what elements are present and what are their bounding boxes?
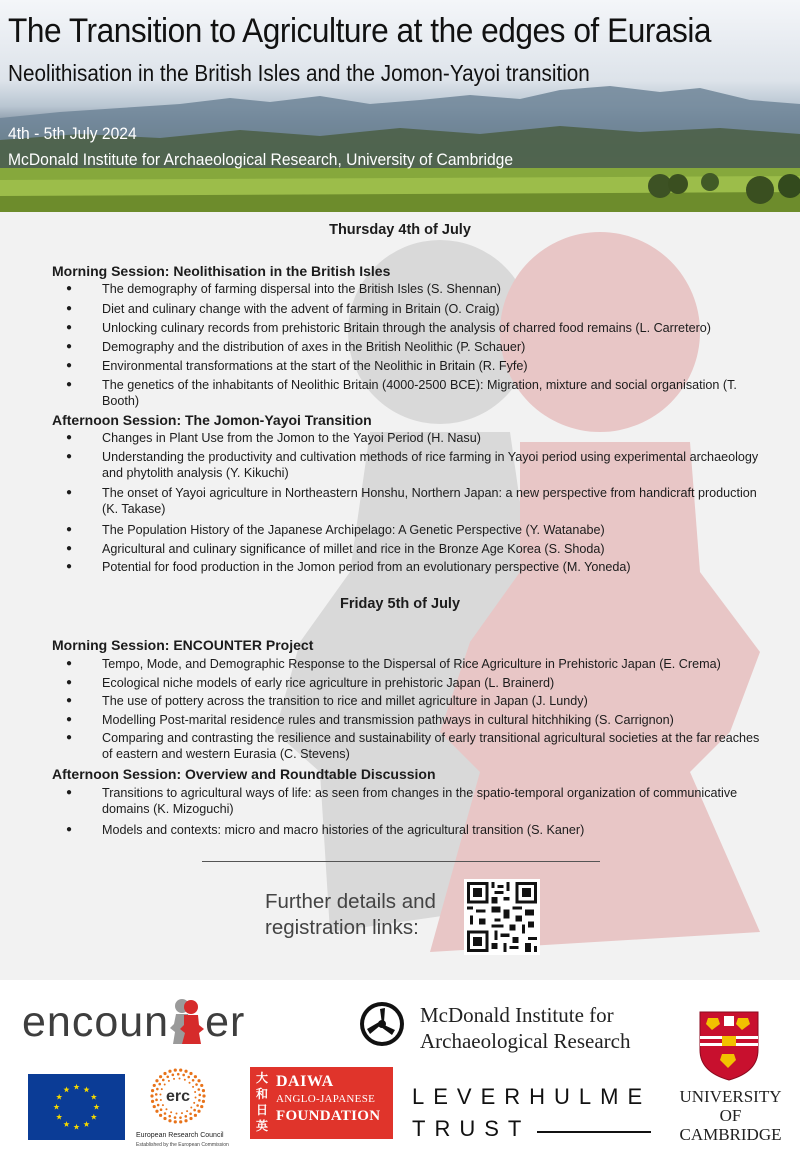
bullet-icon: ● [66,341,73,352]
session-heading-friday-afternoon: Afternoon Session: Overview and Roundtable Discussion [52,766,436,782]
bullet-icon: ● [66,714,73,725]
erc-dot [195,1083,198,1086]
bullet-icon: ● [66,487,73,498]
erc-dot [168,1070,171,1073]
erc-dot [192,1079,195,1082]
event-venue: McDonald Institute for Archaeological Research, University of Cambridge [8,150,514,169]
bullet-icon: ● [66,303,73,314]
erc-logo-icon [150,1068,206,1124]
erc-dot [158,1083,161,1086]
erc-dot [198,1088,201,1091]
bullet-icon: ● [66,732,73,743]
bullet-icon: ● [66,451,73,462]
erc-dot [177,1073,180,1076]
encounter-figure-icon [169,998,205,1044]
session-heading-friday-morning: Morning Session: ENCOUNTER Project [52,637,314,653]
erc-dot [168,1080,170,1082]
erc-dot [174,1069,177,1072]
session-heading-thursday-afternoon: Afternoon Session: The Jomon-Yayoi Transition [52,412,372,428]
erc-dot [151,1089,154,1092]
erc-dot [179,1116,182,1119]
erc-dot [168,1119,171,1122]
erc-dot [189,1082,191,1084]
erc-dot [192,1086,194,1088]
erc-dot [168,1115,171,1118]
erc-dot [162,1104,164,1106]
erc-dot [174,1120,177,1123]
erc-dot [150,1094,153,1097]
bullet-icon: ● [66,322,73,333]
erc-dot [174,1116,177,1119]
erc-dot [194,1091,196,1093]
cambridge-logo-text: UNIVERSITY OF CAMBRIDGE [679,1087,782,1144]
bullet-icon: ● [66,379,73,390]
erc-dot [165,1108,167,1110]
bullet-icon: ● [66,524,73,535]
erc-dot [200,1084,203,1087]
erc-dot [159,1114,162,1117]
erc-dot [193,1102,195,1104]
erc-dot [197,1110,200,1113]
erc-dot [189,1112,192,1115]
leverhulme-rule [537,1131,651,1133]
bullet-icon: ● [66,543,73,554]
page-title: The Transition to Agriculture at the edges of Eurasia [8,12,712,50]
erc-dot [187,1076,190,1079]
erc-name: European Research Council [136,1132,224,1139]
erc-dot [202,1089,205,1092]
mcdonald-institute-emblem-icon [358,1000,406,1048]
erc-dot [186,1110,188,1112]
erc-dot [179,1077,181,1079]
daiwa-kanji: 大 和 日 英 [255,1071,268,1133]
erc-dot [157,1104,160,1107]
cambridge-shield-icon [698,1010,760,1082]
registration-qr-code[interactable] [464,879,540,955]
erc-dot [184,1079,186,1081]
erc-dot [162,1079,165,1082]
erc-dot [151,1100,154,1103]
erc-dot [200,1105,203,1108]
erc-dot [184,1070,187,1073]
erc-dot [160,1099,162,1101]
erc-dot [170,1111,172,1113]
day-heading-thursday: Thursday 4th of July [329,222,471,238]
programme-panel: Thursday 4th of July Morning Session: Neolithisation in the British Isles ● The demography of farming dispersal into the British Isles (S. Shennan) ● Diet and culinary change with the advent of farming in Britain (O. Craig) ● Unlocking culinary records from prehistoric Britain through the analysis of charred food remains (L. Carretero) ● Demography and the distribution of axes in the British Neolithic (P. Schauer) ● Environmental transformations at the start of the Neolithic in Britain (R. Fyfe) ● The genetics of the inhabitants of Neolithic Britain (4000-2500 BCE): Migration, mixture and social organisation (T. Booth) Afternoon Session: The Jomon-Yayoi Transition ● Changes in Plant Use from the Jomon to the Yayoi Period (H. Nasu) ● Understanding the productivity and cultivation methods of rice farming in Yayoi period using experimental archaeology and phytolith analysis (Y. Kikuchi) ● The onset of Yayoi agriculture in Northeastern Honshu, Northern Japan: a new perspective from handicraft production (K. Takase) ● The Population History of the Japanese Archipelago: A Genetic Perspective (Y. Watanabe) ● Agricultural and culinary significance of millet and rice in the Bronze Age Korea (S. Shoda) ● Potential for food production in the Jomon period from an evolutionary perspective (M. Yoneda) Friday 5th of July Morning Session: ENCOUNTER Project ● Tempo, Mode, and Demographic Response to the Dispersal of Rice Agriculture in Prehistoric Japan (E. Crema) ● Ecological niche models of early rice agriculture in prehistoric Japan (L. Brainerd) ● The use of pottery across the transition to rice and millet agriculture in Japan (J. Lundy) ● Modelling Post-marital residence rules and transmission pathways in cultural hitchhiking (S. Carrignon) ● Comparing and contrasting the resilience and sustainability of early transitional agricultural societies at the far reaches of eastern and western Eurasia (C. Stevens) Afternoon Session: Overview and Roundtable Discussion ● Transitions to agricultural ways of life: as seen from changes in the spatio-temporal organization of communicative domains (K. Mizoguchi) ● Models and contexts: micro and macro histories of the agricultural transition (S. Kaner) Further details and registration links: [0,212,800,980]
erc-dot [181,1112,183,1114]
erc-dot [184,1119,187,1122]
bullet-icon: ● [66,824,73,835]
erc-dot [179,1069,182,1072]
daiwa-foundation-logo: 大 和 日 英 DAIWA ANGLO-JAPANESE FOUNDATION [250,1067,393,1139]
erc-dot [160,1108,163,1111]
erc-dot [164,1083,166,1085]
erc-dot [193,1109,196,1112]
section-divider [202,861,600,862]
erc-dot [164,1112,167,1115]
erc-dot [198,1099,201,1102]
erc-dot [153,1105,156,1108]
erc-dot [195,1097,197,1099]
erc-dot [194,1114,197,1117]
page-subtitle: Neolithisation in the British Isles and the Jomon-Yayoi transition [8,60,590,86]
erc-dot [175,1113,177,1115]
bullet-icon: ● [66,432,73,443]
erc-dot [173,1078,175,1080]
erc-dot [166,1075,169,1078]
erc-mark-text: erc [165,1088,191,1105]
encounter-logo: encoun er [22,998,246,1046]
erc-dot [179,1120,182,1123]
erc-dot [156,1088,159,1091]
leverhulme-logo-line1: LEVERHULME [412,1084,652,1109]
bullet-icon: ● [66,658,73,669]
registration-details-text: Further details and registration links: [265,890,436,939]
erc-dot [172,1074,175,1077]
erc-dot [155,1099,158,1102]
erc-dot [163,1072,166,1075]
session-heading-thursday-morning: Morning Session: Neolithisation in the British Isles [52,263,391,279]
erc-dot [189,1117,192,1120]
erc-dot [184,1115,187,1118]
bullet-icon: ● [66,695,73,706]
erc-dot [161,1088,163,1090]
erc-subtitle: Established by the European Commission [136,1142,229,1148]
erc-dot [159,1093,161,1095]
erc-dot [196,1104,199,1107]
erc-dot [182,1074,185,1077]
erc-dot [153,1084,156,1087]
sponsor-logos [0,980,800,1169]
erc-dot [202,1094,205,1097]
erc-dot [194,1075,197,1078]
eu-flag-icon [28,1074,125,1140]
erc-dot [197,1079,200,1082]
erc-dot [155,1110,158,1113]
erc-dot [189,1072,192,1075]
bullet-icon: ● [66,283,73,294]
day-heading-friday: Friday 5th of July [339,596,461,612]
mcdonald-institute-logo: McDonald Institute for Archaeological Research [420,1003,631,1053]
leverhulme-logo-line2: TRUST [412,1116,531,1141]
bullet-icon: ● [66,360,73,371]
erc-dot [155,1079,158,1082]
bullet-icon: ● [66,787,73,798]
erc-dot [155,1093,158,1096]
erc-dot [198,1094,201,1097]
erc-dot [190,1107,192,1109]
erc-dot [202,1100,205,1103]
header-banner [0,0,800,212]
bullet-icon: ● [66,677,73,688]
erc-dot [163,1117,166,1120]
bullet-icon: ● [66,561,73,572]
event-dates: 4th - 5th July 2024 [8,124,137,143]
erc-dot [159,1075,162,1078]
